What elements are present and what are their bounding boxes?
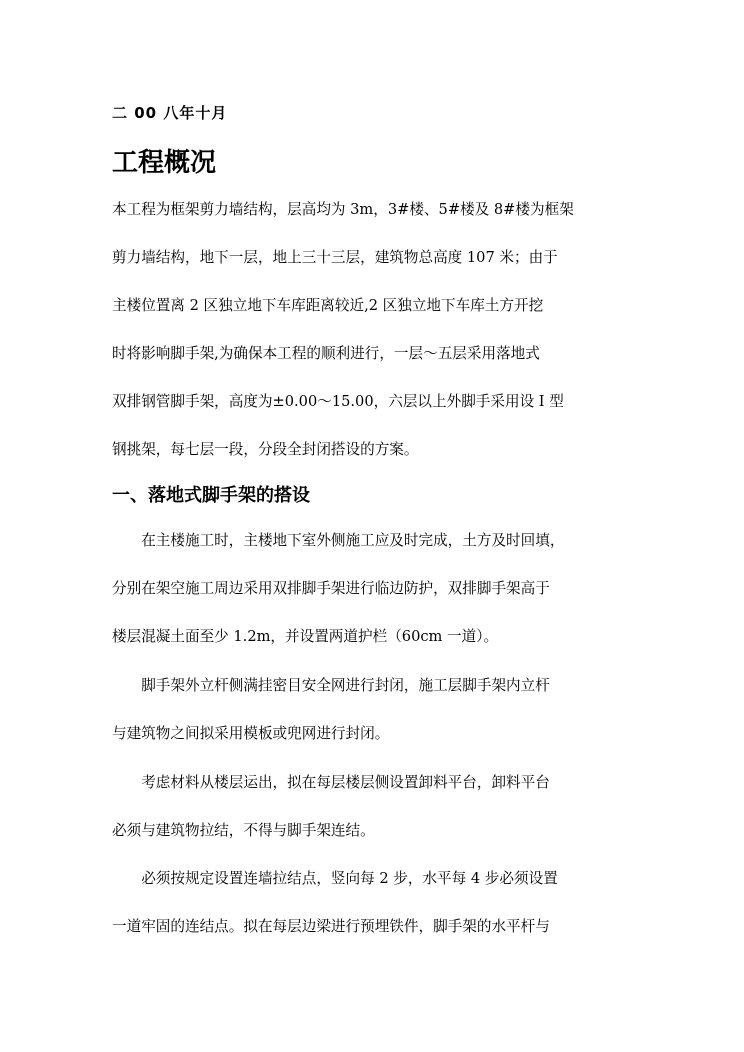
text-line: 一道牢固的连结点。拟在每层边梁进行预埋铁件，脚手架的水平杆与: [112, 918, 550, 935]
text-line: 剪力墙结构，地下一层，地上三十三层，建筑物总高度 107 米；由于: [112, 249, 558, 266]
text-line: 必须按规定设置连墙拉结点，竖向每 2 步，水平每 4 步必须设置: [112, 870, 558, 887]
section-heading: 一、落地式脚手架的搭设: [112, 485, 310, 506]
text-line: 必须与建筑物拉结，不得与脚手架连结。: [112, 822, 375, 839]
text-line: 脚手架外立杆侧满挂密目安全网进行封闭，施工层脚手架内立杆: [112, 677, 550, 694]
text-line: 钢挑架，每七层一段，分段全封闭搭设的方案。: [112, 441, 419, 458]
paragraph-4: [112, 855, 632, 951]
paragraph-2: [112, 662, 632, 758]
text-line: 主楼位置离 2 区独立地下车库距离较近,2 区独立地下车库土方开挖: [112, 297, 544, 314]
document-title: 工程概况: [112, 148, 217, 178]
overview-paragraph: [112, 186, 632, 474]
text-line: 楼层混凝土面至少 1.2m，并设置两道护栏（60cm 一道）。: [112, 628, 499, 645]
text-line: 双排钢管脚手架，高度为±0.00～15.00，六层以上外脚手采用设 I 型: [112, 393, 564, 410]
text-line: 分别在架空施工周边采用双排脚手架进行临边防护，双排脚手架高于: [112, 580, 550, 597]
document-date: 二 00 八年十月: [112, 104, 228, 122]
text-line: 考虑材料从楼层运出，拟在每层楼层侧设置卸料平台，卸料平台: [112, 774, 550, 791]
text-line: 在主楼施工时，主楼地下室外侧施工应及时完成，土方及时回填，: [112, 532, 565, 549]
text-line: 本工程为框架剪力墙结构，层高均为 3m，3#楼、5#楼及 8#楼为框架: [112, 201, 574, 218]
paragraph-3: [112, 759, 632, 855]
paragraph-1: [112, 517, 632, 661]
text-line: 时将影响脚手架,为确保本工程的顺利进行，一层～五层采用落地式: [112, 345, 540, 362]
text-line: 与建筑物之间拟采用模板或兜网进行封闭。: [112, 725, 390, 742]
